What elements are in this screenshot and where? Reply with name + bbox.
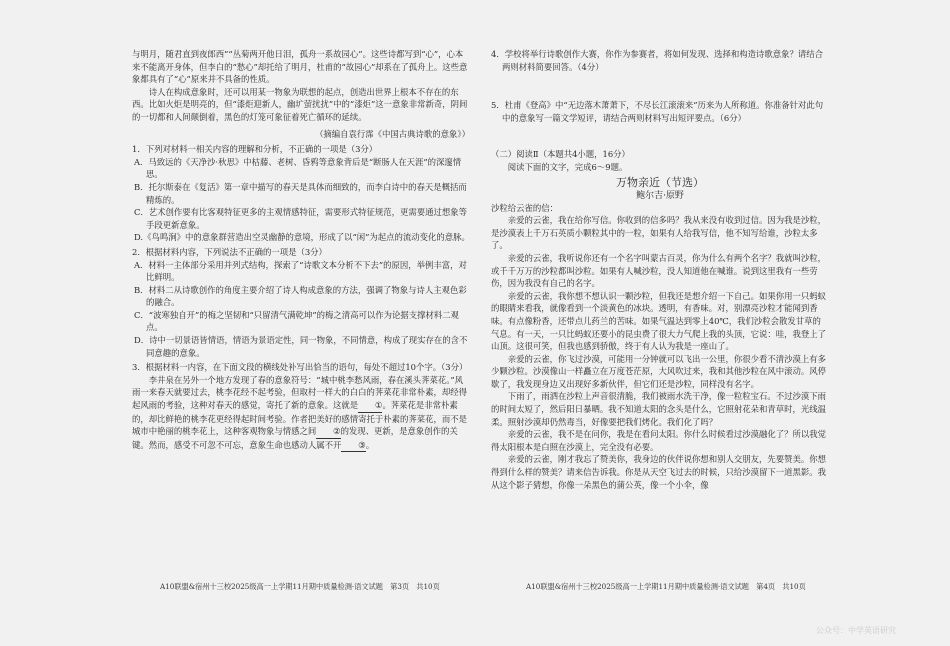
intro-paragraph-2: 诗人在构成意象时，还可以用某一物象为联想的起点，创造出世界上根本不存在的东西。比如火炬是明亮的，但“漆炬迎新人，幽圹萤扰扰”中的“漆炬”这一意象非常新奇，阴间的一切都和人间颠倒着，黑色的灯笼可象征着死亡循环的延续。 xyxy=(132,86,468,122)
section-instruction: 阅读下面的文字，完成6～9题。 xyxy=(507,161,628,172)
question-1-option-d: D.《鸟鸣涧》中的意象群营造出空灵幽静的意境，形成了以“闲”为起点的流动变化的意脉。 xyxy=(134,232,470,243)
article-author: 鲍尔吉·原野 xyxy=(636,190,684,201)
watermark: 公众号：中学英语研究 xyxy=(816,626,896,635)
question-4: 4．学校将举行诗歌创作大赛，你作为参赛者，将如何发现、选择和构造诗歌意象？请结合两则材料简要回答。（4分） xyxy=(491,49,823,72)
question-1-option-b: B．托尔斯泰在《复活》第一章中描写的春天是具体而细致的，而李白诗中的春天是概括而精炼的。 xyxy=(134,181,467,205)
article-paragraph: 亲爱的云雀，你飞过沙漠，可能用一分钟就可以飞出一公里，你很少看不清沙漠上有多少颗沙粒。沙漠像山一样矗立在万度苍茫原，大风吹过来，我和其他沙粒在风中滚动。风停歇了，我发现身边又出现好多新伙伴，但它们还是沙粒，同样没有名字。 xyxy=(491,353,827,389)
article-paragraph: 沙粒给云雀的信： xyxy=(491,202,558,213)
question-2-option-c: C．“波寒独自开”的梅之坚韧和“只留清气满乾坤”的梅之清高可以作为论据支撑材料二观点。 xyxy=(134,309,460,333)
question-2 xyxy=(132,246,470,359)
question-2-stem: 2．根据材料内容，下列说法不正确的一项是（3分） xyxy=(132,246,327,257)
question-3 xyxy=(132,361,470,452)
source-citation: （摘编自袁行霈《中国古典诗歌的意象》） xyxy=(315,128,470,139)
answer-blank-3[interactable]: ③ xyxy=(341,439,365,453)
question-5: 5．杜甫《登高》中“无边落木萧萧下，不尽长江滚滚来”历来为人所称道。你准备针对此句中的意象写一篇文学短评，请结合两则材料写出短评要点。（6分） xyxy=(491,100,824,123)
section-heading: （二）阅读Ⅱ（本题共4小题，16分） xyxy=(491,149,630,160)
question-3-stem: 3．根据材料一内容，在下面文段的横线处补写出恰当的语句，每处不超过10个字。（3分） xyxy=(132,362,468,373)
answer-blank-2[interactable]: ② xyxy=(316,425,340,439)
intro-paragraph-1: 与明月，随君直到夜郎西”“丛菊两开他日泪，孤舟一系故园心”。这些诗都写到“心”，心本来不能离开身体，但李白的“愁心”却托给了明月，杜甫的“故园心”却系在了孤舟上。这些意象都具有了“心”原来并不具备的性质。 xyxy=(132,49,468,85)
article-paragraph: 亲爱的云雀，刚才我忘了赞美你，我身边的伙伴说你想和别人交朋友，先要赞美。你想得到什么样的赞美？请来信告诉我。你是从天空飞过去的时候，只给沙漠留下一道黑影。我从这个影子猜想，你像一朵黑色的蒲公英，像一个小伞，像 xyxy=(491,454,827,490)
question-1-stem: 1．下列对材料一相关内容的理解和分析，不正确的一项是（3分） xyxy=(132,144,378,155)
question-1-option-a: A．马致远的《天净沙·秋思》中枯藤、老树、昏鸦等意象背后是“断肠人在天涯”的深邃情思。 xyxy=(134,156,462,180)
question-1 xyxy=(132,143,470,244)
left-page xyxy=(132,48,470,452)
article-paragraph: 亲爱的云雀，我你想不想认识一颗沙粒，但我还是想介绍一下自己。如果你用一只蚂蚁的眼睛来看我，就像看到一个淡黄色的冰块。透明，有香味。对，别漂亮沙粒才能闻到香味。有点像粉香，还带点儿药兰的苦味。如果气温达到零上40℃，我们沙粒会散发甘草的气息。有一天，一只比蚂蚁还要小的昆虫费了很大力气爬上我的头顶，它说：哇，我登上了山顶。这很可笑，但我也感到骄傲，终于有人认为我是一座山了。 xyxy=(491,290,827,352)
question-1-option-c: C．艺术创作要有比客观特征更多的主观情感特征，需要形式特征规范，更需要通过想象等手段更新意象。 xyxy=(134,207,468,230)
question-2-option-d: D．诗中一切景语皆情语，情语为景语定性，同一物象，不同情意，构成了现实存在的含不同意趣的意象。 xyxy=(134,335,468,358)
article-paragraph: 亲爱的云雀，我听说你还有一个名字叫蒙古百灵，你为什么有两个名字？我就叫沙粒，或千千万万的沙粒都叫沙粒。如果有人喊沙粒，没人知道他在喊谁。说到这里我有一些劳伤，因为我没有自己的名字。 xyxy=(491,252,827,289)
question-2-option-b: B．材料二从诗歌创作的角度主要介绍了诗人构成意象的方法，强调了物象与诗人主观色彩的融合。 xyxy=(134,284,467,308)
left-page-footer: A10联盟&宿州十三校2025级高一上学期11月期中质量检测·语文试题 第3页 共10页 xyxy=(160,582,440,591)
article-paragraph: 下雨了，雨洒在沙粒上声音很清脆，我们被雨水洗干净，像一粒粒宝石。不过沙漠下雨的时间太短了，然后阳日暴晒。我不知道太阳的念头是什么，它照射花朵和青草时，光线温柔。照射沙漠却仍然毒当，好像要把我们烤化。我们化了吗？ xyxy=(491,391,827,427)
question-3-passage: 李井泉在另外一个地方发现了春的意象符号：“城中桃李愁风雨，春在溪头荠菜花。”风雨一来春天就要过去，桃李花经不起考验，但取村一样大的白白的荠菜花非常朴素，却经得起风雨的考验，这种对春天的感觉，寄托了新的意象。这就是 ①。荠菜花是非常朴素的，却比鲜艳的桃李花更经得起时间考验。作者把美好的感情寄托于朴素的荠菜花，而不是城市中艳丽的桃李花上，这种客观物象与情感之间 ②的发现、更新，是意象创作的关键。然而，感受不可忽不可忘，意象生命也感动人属不开 ③。 xyxy=(132,374,470,453)
right-page xyxy=(491,48,829,491)
answer-blank-1[interactable]: ① xyxy=(358,399,382,413)
question-2-option-a: A．材料一主体部分采用并列式结构，探索了“诗歌文本分析不下去”的原因，举例丰富，对比鲜明。 xyxy=(134,259,467,283)
article-body xyxy=(491,202,829,492)
article-paragraph: 亲爱的云雀，我在给你写信。你收到的信多吗？我从来没有收到过信。因为我是沙粒，是沙漠表上千万石英质小颗粒其中的一粒，如果有人给我写信，他不知写给谁，沙粒太多了。 xyxy=(491,215,827,251)
right-page-footer: A10联盟&宿州十三校2025级高一上学期11月期中质量检测·语文试题 第4页 共10页 xyxy=(526,582,806,591)
article-title: 万物亲近（节选） xyxy=(616,175,704,189)
article-paragraph: 亲爱的云雀，我不是在问你，我是在看问太阳。你什么时候看过沙漠融化了？所以我觉得太阳根本是白照在沙漠上，完全没有必要。 xyxy=(491,429,827,452)
